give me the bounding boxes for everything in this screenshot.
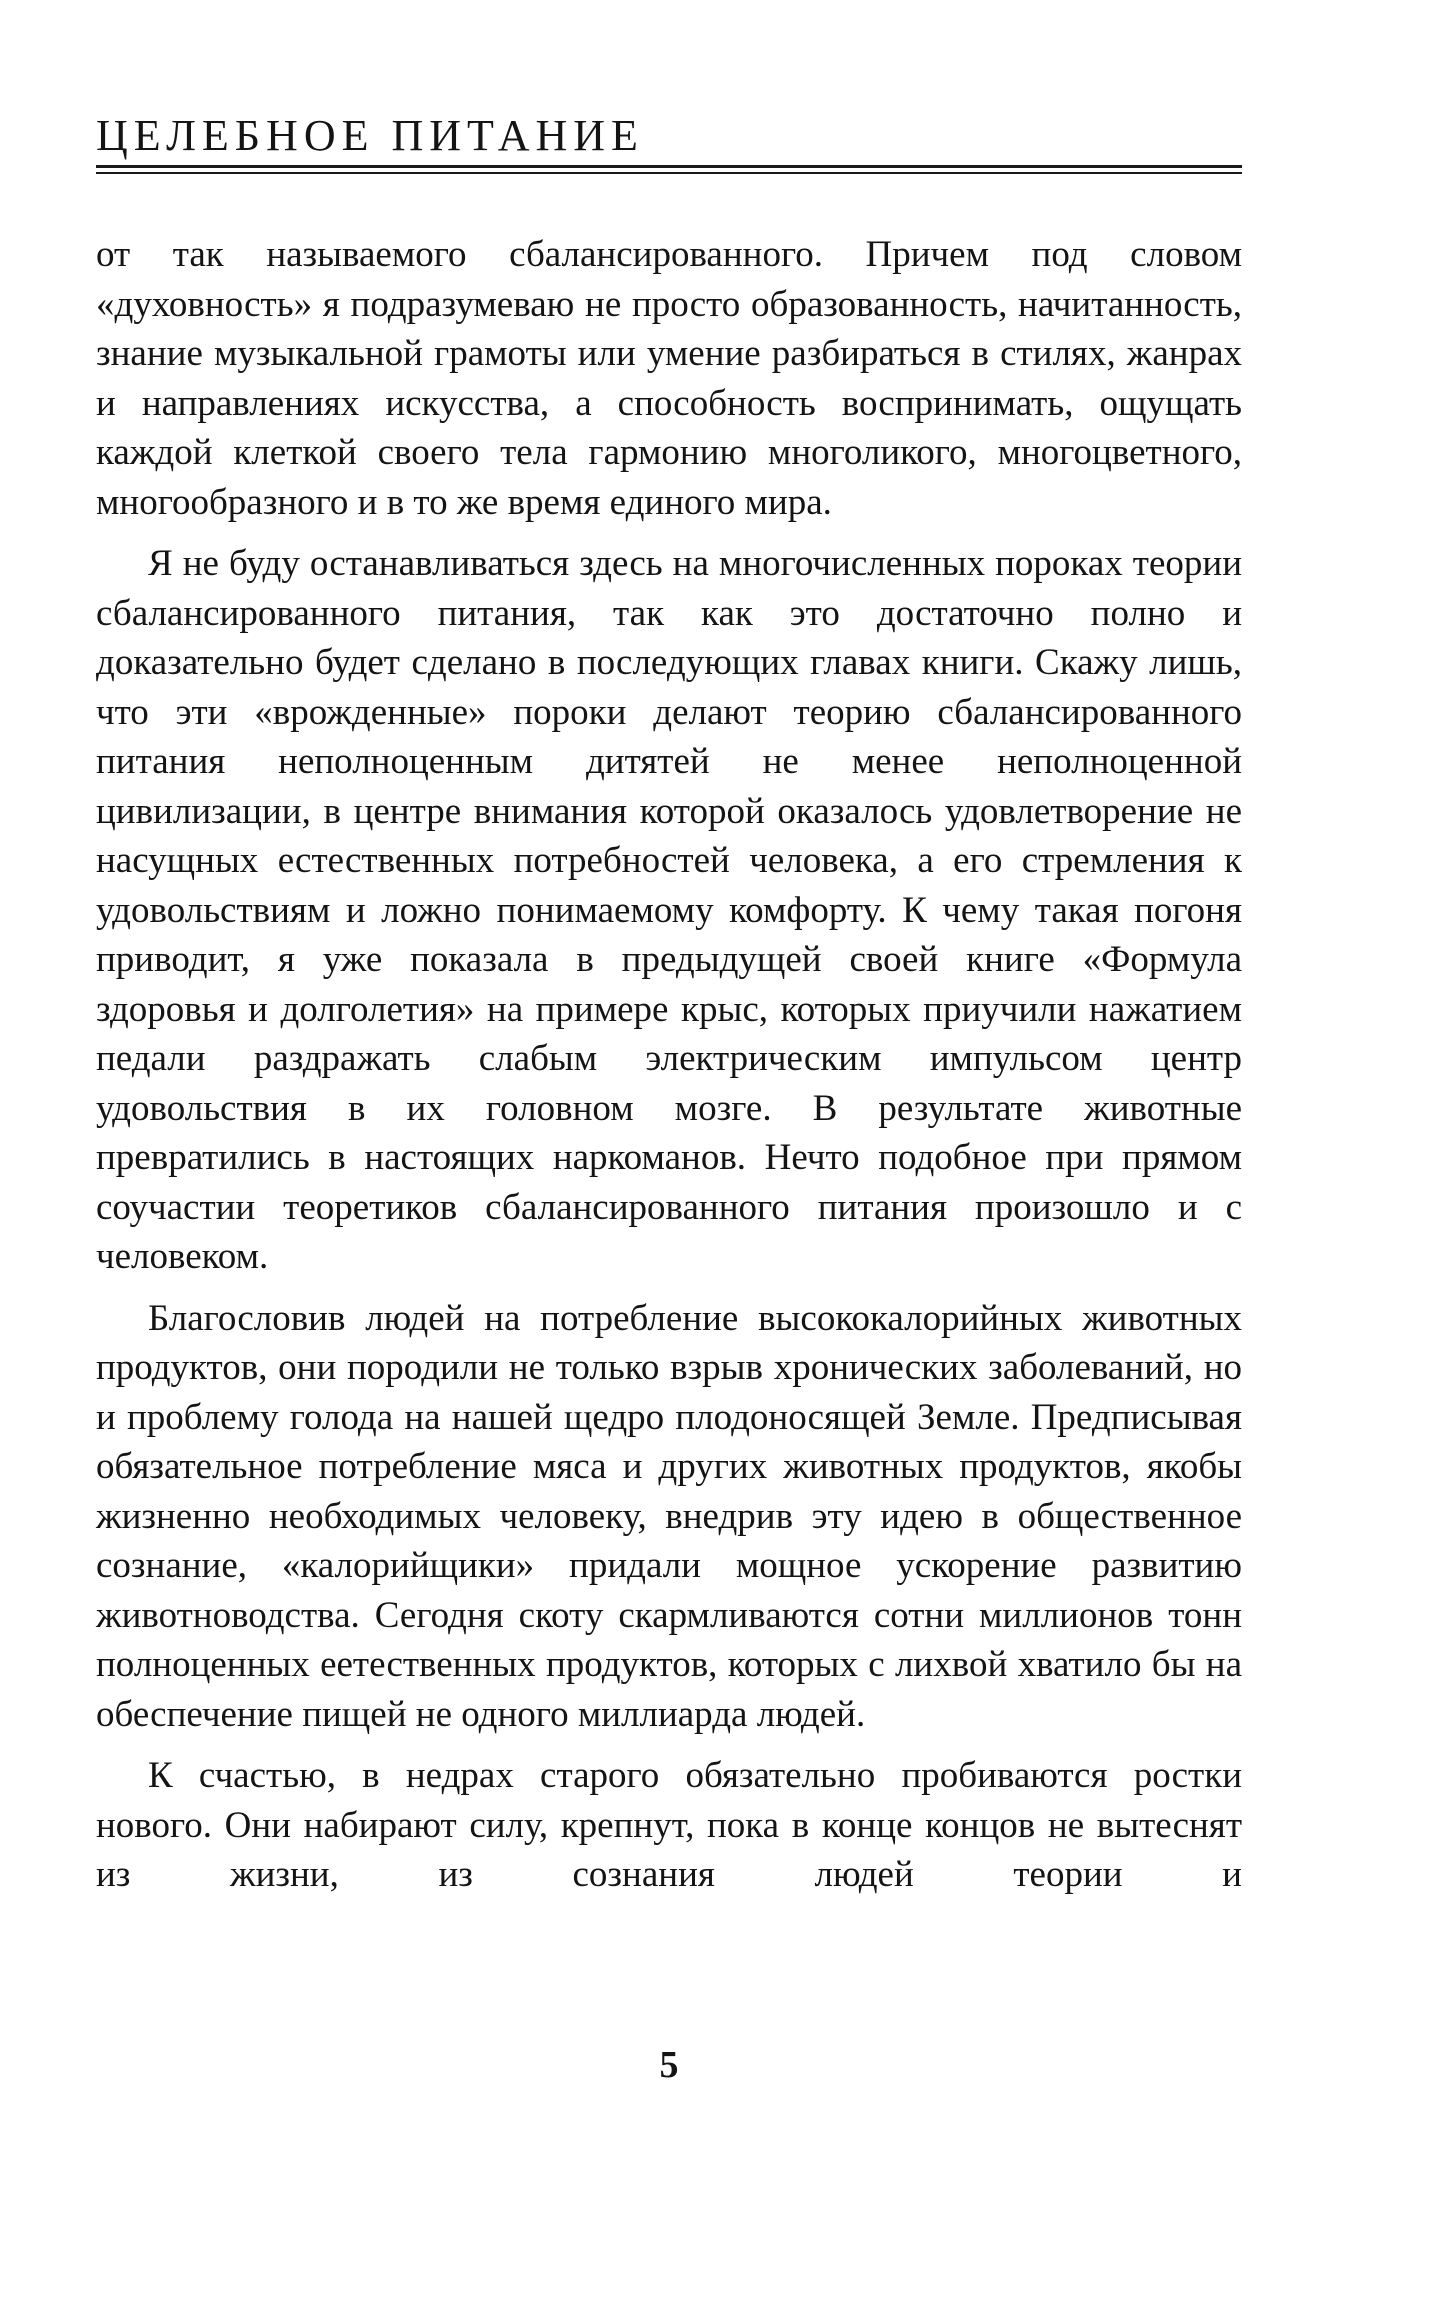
paragraph: Благословив людей на потребление высококалорийных животных продуктов, они породили не только взрыв хронических заболеваний, но и проблему голода на нашей щедро плодоносящей Земле. Предписывая обязательное потребление мяса и других животных продуктов, якобы жизненно необходимых человеку, внедрив эту идею в общественное сознание, «калорийщики» придали мощное ускорение развитию животноводства. Сегодня скоту скармливаются сотни миллионов тонн полноценных еетественных продуктов, которых с лихвой хватило бы на обеспечение пищей не одного миллиарда людей.	[96, 1297, 1242, 1735]
header-rule-top	[96, 165, 1242, 168]
paragraph: Я не буду останавливаться здесь на многочисленных пороках теории сбалансированного питания, так как это достаточно полно и доказательно будет сделано в последующих главах книги. Скажу лишь, что эти «врожденные» пороки делают теорию сбалансированного питания неполноценным дитятей не менее неполноценной цивилизации, в центре внимания которой оказалось удовлетворение не насущных естественных потребностей человека, а его стремления к удовольствиям и ложно понимаемому комфорту. К чему такая погоня приводит, я уже показала в предыдущей своей книге «Формула здоровья и долголетия» на примере крыс, которых приучили нажатием педали раздражать слабым электрическим импульсом центр удовольствия в их головном мозге. В результате животные превратились в настоящих наркоманов. Нечто подобное при прямом соучастии теоретиков сбалансированного питания произошло и с человеком.	[96, 543, 1242, 1277]
paragraph-continued: К счастью, в недрах старого обязательно пробиваются ростки нового. Они набирают силу, крепнут, пока в конце концов не вытеснят из жизни, из сознания людей теории и	[96, 1755, 1242, 1895]
running-head-title: ЦЕЛЕБНОЕ ПИТАНИЕ	[96, 111, 644, 160]
paragraph-continuation: от так называемого сбалансированного. Причем под словом «духовность» я подразумеваю не просто образованность, начитанность, знание музыкальной грамоты или умение разбираться в стилях, жанрах и направлениях искусства, а способность воспринимать, ощущать каждой клеткой своего тела гармонию многоликого, многоцветного, многообразного и в то же время единого мира.	[96, 234, 1242, 523]
body-text	[96, 230, 1242, 1912]
header-rule-bottom	[96, 172, 1242, 174]
page-number: 5	[659, 2044, 679, 2086]
book-page	[96, 0, 1242, 2300]
